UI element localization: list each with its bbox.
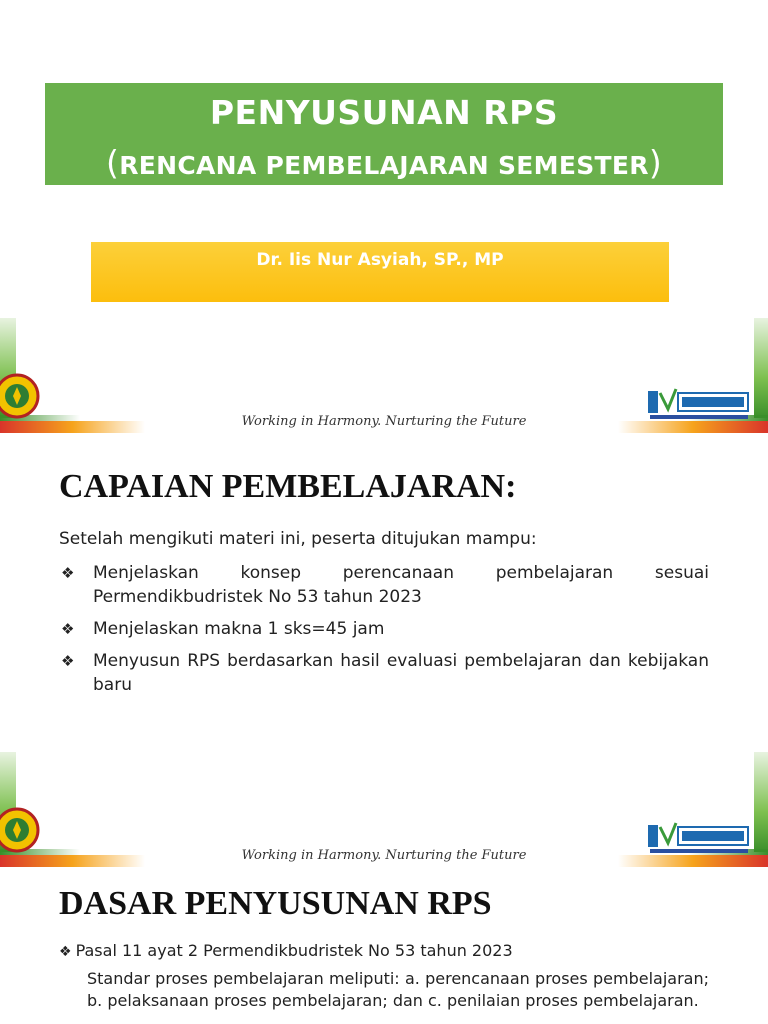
title-line-1: PENYUSUNAN RPS <box>209 93 559 132</box>
bullet-diamond-icon: ❖ <box>61 564 75 582</box>
list-item: ❖ Menyusun RPS berdasarkan hasil evaluasi pembelajaran dan kebijakan baru <box>61 651 709 695</box>
list-item: ❖ Pasal 11 ayat 2 Permendikbudristek No 53 tahun 2023 <box>59 941 513 960</box>
title-banner <box>45 83 723 185</box>
bullet-diamond-icon: ❖ <box>61 620 75 638</box>
university-seal-icon <box>0 373 40 419</box>
bullet-diamond-icon: ❖ <box>61 652 75 670</box>
lp3mp-logo-icon <box>646 819 754 859</box>
title-line-2: (RENCANA PEMBELAJARAN SEMESTER) <box>106 143 662 182</box>
decor-bar-right <box>754 318 768 418</box>
decor-bar-right <box>754 752 768 852</box>
footer-tagline: Working in Harmony. Nurturing the Future <box>241 848 527 863</box>
intro-text: Setelah mengikuti materi ini, peserta ditujukan mampu: <box>59 529 537 549</box>
list-item: ❖ Menjelaskan konsep perencanaan pembelajaran sesuai Permendikbudristek No 53 tahun 2023 <box>61 563 709 607</box>
author-banner <box>91 242 669 302</box>
body-paragraph: Standar proses pembelajaran meliputi: a. perencanaan proses pembelajaran; b. pelaksanaan proses pembelajaran; dan c. penilaian proses pembelajaran. <box>87 969 709 1010</box>
slide-learning-outcomes <box>0 433 768 867</box>
bullet-diamond-icon: ❖ <box>59 944 72 960</box>
lp3mp-logo-icon <box>646 385 754 425</box>
university-seal-icon <box>0 807 40 853</box>
footer-tagline: Working in Harmony. Nurturing the Future <box>241 414 527 429</box>
slide-footer <box>0 318 768 433</box>
list-item: ❖ Menjelaskan makna 1 sks=45 jam <box>61 619 385 639</box>
slide-title <box>0 0 768 433</box>
slide-rps-basis <box>0 867 768 1024</box>
slide-footer <box>0 752 768 867</box>
slide-heading: CAPAIAN PEMBELAJARAN: <box>59 468 517 505</box>
slide-heading: DASAR PENYUSUNAN RPS <box>59 885 492 922</box>
outcome-list <box>59 561 709 705</box>
author-name: Dr. Iis Nur Asyiah, SP., MP <box>256 250 504 270</box>
